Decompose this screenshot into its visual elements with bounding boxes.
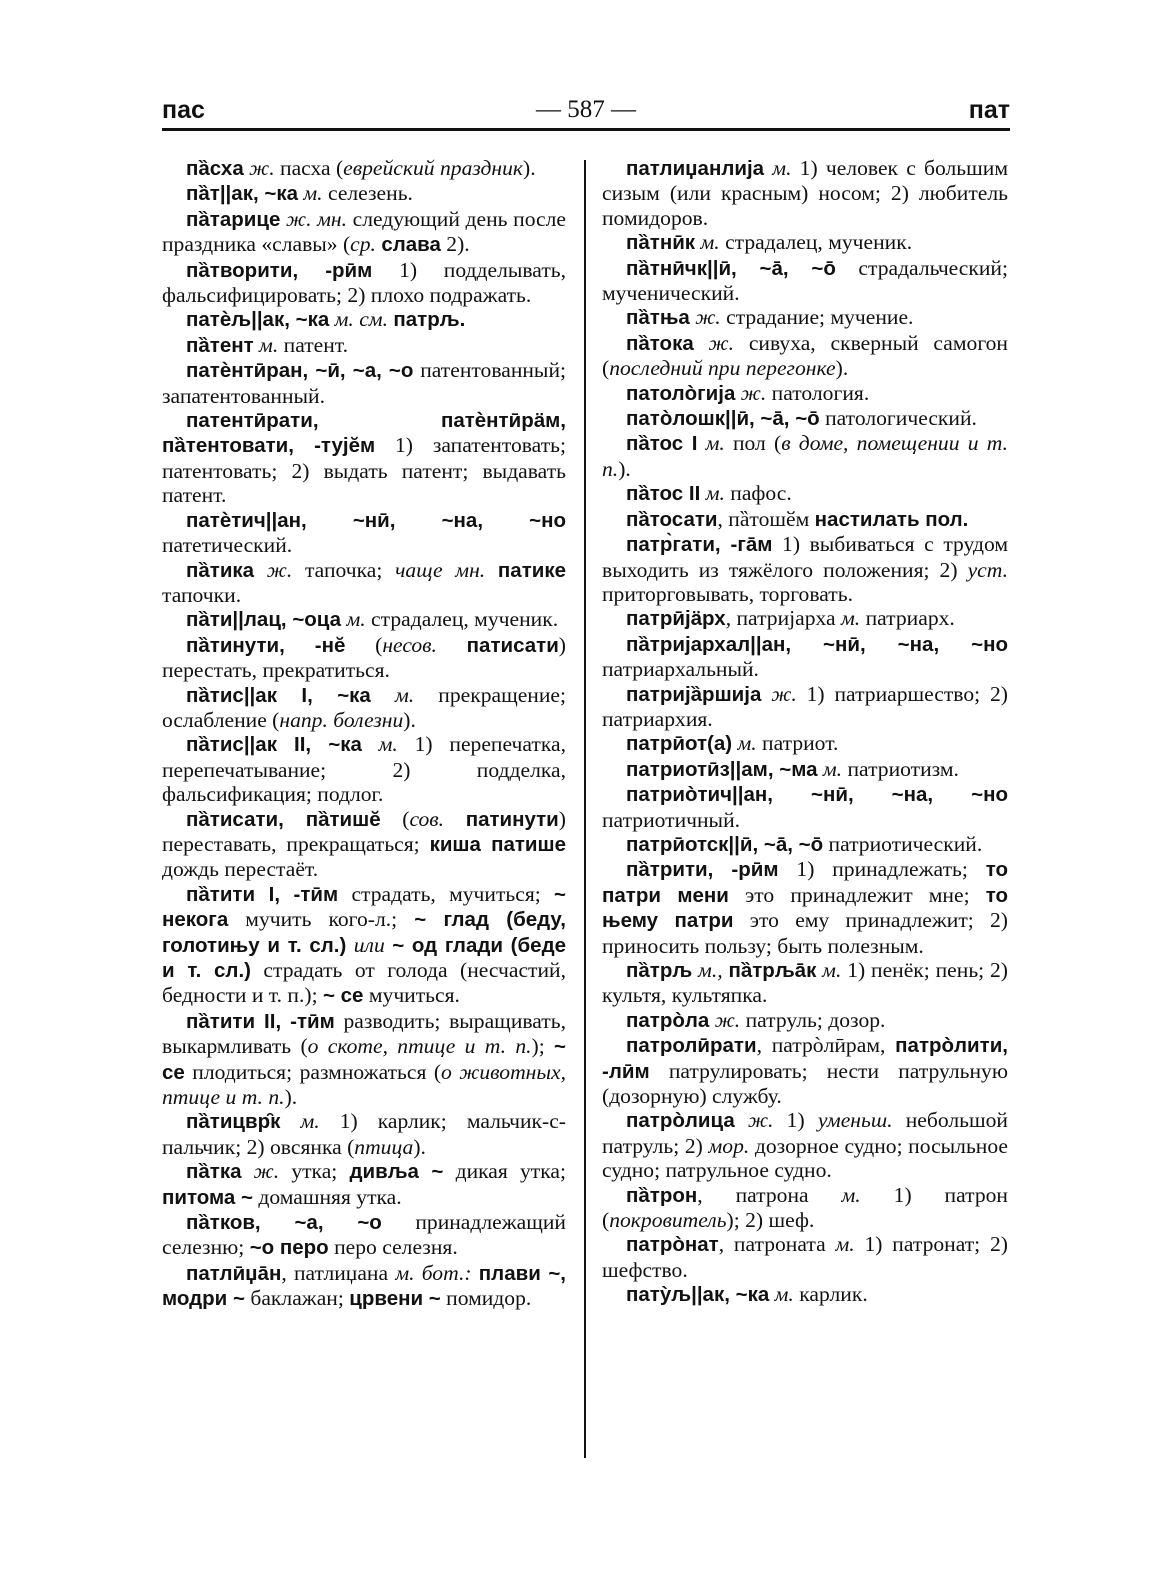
definition-text: патологический. — [819, 406, 977, 431]
dictionary-entry — [602, 331, 1008, 381]
headword-text: пȁтков, ~а, ~о — [186, 1211, 382, 1235]
label-text: м. — [695, 230, 726, 255]
label-text: ср. — [350, 232, 382, 257]
headword-text: настилать пол. — [814, 507, 969, 531]
definition-text: патрулировать; нести патрульную (дозорную) службу. — [602, 1058, 1008, 1109]
definition-text: страдание; мучение. — [726, 305, 914, 330]
headword-text: пȁтосати — [626, 507, 718, 531]
headword-text: то њему патри — [602, 883, 1008, 933]
dictionary-entry — [602, 731, 1008, 756]
definition-text: ( — [345, 632, 383, 657]
dictionary-entry — [602, 431, 1008, 481]
headword-text: пȁт||ак, ~ка — [186, 182, 298, 206]
definition-text: 1) запатентовать; патентовать; 2) выдать патент; выдавать патент. — [162, 433, 566, 508]
headword-text: патрљ. — [393, 308, 466, 332]
definition-text: дождь перестаёт. — [162, 857, 319, 882]
label-text: напр. болезни — [279, 707, 404, 732]
dictionary-entry — [162, 1210, 566, 1261]
dictionary-entry — [602, 1008, 1008, 1033]
headword-text: пȁтис||ак II, ~ка — [186, 733, 362, 757]
label-text: ж. — [761, 681, 807, 706]
headword-text: ~ од глади (беде и т. сл.) — [162, 933, 566, 982]
headword-text: пȁтика — [186, 558, 255, 582]
definition-text: , патријарха — [725, 606, 842, 631]
label-text: ж. — [734, 1108, 787, 1133]
label-text: м., — [692, 958, 729, 982]
headword-text: пȁтос II — [626, 482, 701, 506]
definition-text: 1) пенёк; пень; 2) культя, культяпка. — [602, 958, 1008, 1008]
dictionary-entry — [602, 1232, 1008, 1282]
definition-text: страдалец, мученик. — [725, 230, 913, 255]
label-text: м. — [370, 682, 439, 707]
definition-text: 1) подделывать, фальсифицировать; 2) плохо подражать. — [162, 257, 566, 308]
definition-text: патриотичный. — [602, 807, 741, 832]
label-text: м. — [835, 1232, 865, 1257]
dictionary-entry — [162, 408, 566, 508]
definition-text: ); 2) шеф. — [726, 1208, 815, 1233]
definition-text: 1) патрон ( — [602, 1182, 1008, 1233]
dictionary-entry — [162, 358, 566, 408]
definition-text: патриарх. — [865, 606, 955, 631]
label-text: уменьш. — [817, 1108, 906, 1133]
label-text: м. — [361, 732, 415, 757]
column-divider — [584, 160, 586, 1458]
headword-text: пȁтити I, -тӣм — [186, 882, 339, 906]
definition-text: мучиться. — [363, 983, 460, 1008]
headword-text: пȁтрити, -рӣм — [626, 858, 779, 882]
dictionary-entry — [162, 181, 566, 206]
definition-text: патруль; дозор. — [745, 1007, 886, 1032]
dictionary-entry — [602, 406, 1008, 431]
definition-text: разводить; выращивать, выкармливать ( — [162, 1008, 566, 1059]
right-guide-word: пат — [968, 96, 1010, 124]
headword-text: патолòгија — [626, 381, 736, 405]
label-text: в доме, помещении и т. п. — [602, 431, 1008, 481]
headword-text: патрòнат — [626, 1233, 719, 1257]
definition-text: , патрона — [697, 1182, 842, 1207]
headword-text: патỳљ||ак, ~ка — [626, 1283, 770, 1307]
definition-text: страдать от голода (несчастий, бедности и т. п.); — [162, 958, 566, 1008]
dictionary-entry — [162, 156, 566, 181]
headword-text: киша патише — [429, 832, 566, 856]
dictionary-entry — [162, 558, 566, 608]
headword-text: црвени ~ — [349, 1287, 441, 1311]
label-text: м. — [769, 1282, 800, 1307]
headword-text: пȁтока — [626, 331, 694, 355]
definition-text: дикая утка; — [443, 1159, 566, 1184]
dictionary-entry — [602, 857, 1008, 958]
definition-text: , патрòлӣрам, — [756, 1033, 896, 1058]
definition-text: ). — [413, 1134, 426, 1159]
definition-text: патент. — [283, 332, 349, 357]
dictionary-entry — [602, 832, 1008, 857]
page-header — [162, 96, 1010, 128]
label-text: мор. — [708, 1133, 755, 1158]
dictionary-entry — [162, 633, 566, 683]
left-column — [162, 156, 566, 1466]
label-text: уст. — [967, 557, 1008, 582]
left-guide-word: пас — [162, 96, 205, 124]
header-rule — [162, 128, 1010, 131]
label-text: ж. — [254, 557, 305, 582]
label-text: птица — [354, 1134, 414, 1159]
headword-text: патѐнтӣран, ~ӣ, ~а, ~о — [186, 359, 414, 383]
label-text: м. бот.: — [395, 1260, 479, 1285]
definition-text: ) перестать, прекратиться. — [162, 632, 566, 683]
dictionary-entry — [602, 230, 1008, 255]
definition-text: карлик. — [799, 1282, 868, 1307]
label-text: ж. — [243, 156, 281, 180]
headword-text: пȁтворити, -рӣм — [186, 258, 373, 282]
headword-text: ~ се — [322, 984, 364, 1008]
label-text: последний при перегонке — [609, 356, 836, 381]
definition-text: , пȁтошӗм — [717, 506, 815, 531]
definition-text: патриот. — [762, 731, 839, 756]
headword-text: пȁтисати, пȁтишӗ — [186, 807, 381, 831]
dictionary-entry — [602, 682, 1008, 732]
definition-text: патриархальный. — [602, 657, 759, 682]
page-number: — 587 — — [536, 96, 636, 123]
label-text: или — [346, 932, 393, 957]
headword-text: пȁтнӣк — [626, 231, 696, 255]
dictionary-entry — [602, 507, 1008, 532]
headword-text: патрòлити, -лӣм — [602, 1034, 1008, 1083]
headword-text: патентӣрати, патѐнтӣрӓм, пȁтентовати, -тујӗм — [162, 409, 566, 458]
headword-text: пȁтицвр̑к — [186, 1110, 281, 1134]
definition-text: перо селезня. — [328, 1235, 458, 1260]
headword-text: пȁтријархал||ан, ~нӣ, ~на, ~но — [626, 632, 1008, 656]
definition-text: тапочки. — [162, 582, 242, 607]
definition-text: баклажан; — [244, 1286, 350, 1311]
definition-text: 1) перепечатка, перепечатывание; 2) подделка, фальсификация; подлог. — [162, 732, 566, 807]
dictionary-entry — [162, 258, 566, 308]
label-text: м. — [816, 958, 848, 982]
label-text: м. — [841, 606, 866, 631]
headword-text: патрӣот(а) — [626, 732, 733, 756]
label-text: ж. — [693, 330, 749, 355]
definition-text: пафос. — [730, 481, 792, 506]
headword-text: пȁтња — [626, 306, 690, 330]
definition-text: небольшой патруль; 2) — [602, 1108, 1008, 1158]
dictionary-entry — [162, 1009, 566, 1110]
dictionary-entry — [162, 882, 566, 1009]
definition-text: патология. — [771, 380, 870, 405]
headword-text: пȁтити II, -тӣм — [186, 1009, 335, 1033]
headword-text: пȁсха — [186, 157, 244, 180]
definition-text: , патлиџана — [281, 1260, 396, 1285]
definition-text: ). — [618, 456, 631, 481]
dictionary-entry — [162, 333, 566, 358]
right-column — [602, 156, 1008, 1466]
definition-text: патентованный; запатентованный. — [162, 358, 566, 408]
label-text: несов. — [382, 632, 467, 657]
definition-text: патриотизм. — [847, 756, 959, 781]
definition-text: плодиться; размножаться ( — [184, 1059, 442, 1084]
dictionary-entry — [602, 1108, 1008, 1182]
headword-text: патлиџанлија — [626, 157, 765, 180]
dictionary-entry — [162, 307, 566, 332]
definition-text: приторговывать, торговать. — [602, 581, 853, 606]
definition-text: ) переставать, прекращаться; — [162, 806, 566, 856]
definition-text: домашняя утка. — [252, 1184, 402, 1209]
definition-text: ). — [403, 707, 416, 732]
dictionary-entry — [162, 1159, 566, 1210]
headword-text: питома ~ — [162, 1185, 253, 1209]
label-text: ж. — [689, 305, 727, 330]
label-text: м. — [764, 156, 800, 180]
dictionary-entry — [602, 1183, 1008, 1233]
definition-text: прекращение; ослабление ( — [162, 682, 566, 732]
dictionary-entry — [602, 782, 1008, 832]
headword-text: патролӣрати — [626, 1034, 757, 1058]
label-text: м. — [253, 332, 284, 357]
headword-text: патѐтич||ан, ~нӣ, ~на, ~но — [186, 508, 566, 532]
dictionary-entry — [602, 256, 1008, 306]
dictionary-entry — [602, 958, 1008, 1008]
headword-text: ~ глад (беду, голотињу и т. сл.) — [162, 908, 566, 957]
headword-text: пȁтрљ — [626, 959, 693, 982]
label-text: м. — [700, 481, 731, 506]
headword-text: пȁтис||ак I, ~ка — [186, 683, 371, 707]
label-text: чаще мн. — [395, 557, 498, 582]
definition-text: следующий день после праздника «славы» ( — [162, 206, 566, 257]
label-text: м. — [341, 607, 372, 632]
headword-text: пȁтка — [186, 1160, 242, 1184]
label-text: о скоте, птице и т. п. — [307, 1034, 532, 1059]
headword-text: патрòла — [626, 1008, 710, 1032]
label-text: м. — [697, 431, 733, 456]
dictionary-entry — [602, 757, 1008, 782]
definition-text: пол ( — [732, 431, 782, 456]
definition-text: тапочка; — [304, 557, 396, 582]
definition-text: страдальческий; мученический. — [602, 255, 1008, 306]
dictionary-entry — [162, 508, 566, 558]
headword-text: патриотӣз||ам, ~ма — [626, 757, 818, 781]
definition-text: дозорное судно; посыльное судно; патрульное судно. — [602, 1133, 1008, 1183]
dictionary-entry — [602, 1033, 1008, 1108]
label-text: еврейский праздник — [343, 156, 524, 180]
headword-text: пȁтос I — [626, 432, 698, 456]
headword-text: патѐљ||ак, ~ка — [186, 308, 330, 332]
dictionary-entry — [602, 606, 1008, 631]
headword-text: патријȁршија — [626, 682, 762, 706]
headword-text: пȁтрон — [626, 1183, 698, 1207]
headword-text: патòлошк||ӣ, ~а̄, ~о̄ — [626, 407, 820, 431]
dictionary-entry — [162, 807, 566, 882]
definition-text: 1) патриаршество; 2) патриархия. — [602, 681, 1008, 731]
dictionary-entry — [162, 1109, 566, 1159]
definition-text: ); — [531, 1034, 555, 1059]
headword-text: патрӣјӓрх — [626, 607, 726, 631]
definition-text: страдалец, мученик. — [371, 607, 559, 632]
definition-text: патетический. — [162, 533, 293, 558]
headword-text: ~ некога — [162, 882, 566, 932]
label-text: м. — [732, 731, 763, 756]
dictionary-entry — [602, 481, 1008, 506]
label-text: м. — [280, 1109, 340, 1134]
label-text: ж. — [241, 1159, 292, 1184]
label-text: ж. — [735, 380, 772, 405]
dictionary-entry — [162, 683, 566, 733]
definition-text: утка; — [291, 1159, 350, 1184]
definition-text: ( — [380, 806, 410, 831]
label-text: сов. — [409, 806, 466, 831]
definition-text: 1) принадлежать; — [778, 857, 986, 882]
label-text: м. см. — [329, 307, 394, 332]
headword-text: то патри мени — [602, 858, 1008, 907]
dictionary-entry — [162, 607, 566, 632]
definition-text: это принадлежит мне; — [728, 882, 986, 907]
definition-text: ). — [284, 1085, 298, 1110]
label-text: м. — [817, 756, 848, 781]
definition-text: ). — [835, 356, 849, 381]
label-text: м. — [297, 181, 328, 206]
headword-text: патлӣџа̄н — [186, 1261, 282, 1285]
dictionary-entry — [602, 156, 1008, 230]
dictionary-entry — [602, 1282, 1008, 1307]
headword-text: патике — [497, 558, 566, 582]
definition-text: сивуха, скверный самогон ( — [602, 330, 1008, 381]
headword-text: пȁтент — [186, 333, 254, 357]
definition-text: принадлежащий селезню; — [162, 1210, 566, 1260]
definition-text: 1) человек с большим сизым (или красным) носом; 2) любитель помидоров. — [602, 156, 1008, 230]
label-text: ж. — [709, 1007, 746, 1032]
definition-text: 1) карлик; мальчик-с-пальчик; 2) овсянка ( — [162, 1109, 566, 1159]
dictionary-entry — [162, 207, 566, 258]
headword-text: пȁтрља̄к — [728, 959, 817, 982]
label-text: о животных, птице и т. п. — [162, 1059, 566, 1110]
dictionary-entry — [602, 632, 1008, 682]
definition-text: селезень. — [327, 181, 413, 206]
headword-text: дивља ~ — [349, 1160, 444, 1184]
headword-text: патисати — [466, 633, 559, 657]
definition-text: 1) патронат; 2) шефство. — [602, 1232, 1008, 1282]
headword-text: патрòлица — [626, 1109, 735, 1133]
label-text: м. — [841, 1182, 894, 1207]
label-text: ж. мн. — [280, 206, 353, 231]
headword-text: патрӣотск||ӣ, ~а̄, ~о̄ — [626, 832, 824, 856]
definition-text: 1) — [786, 1108, 818, 1133]
headword-text: пȁтарице — [186, 207, 281, 231]
headword-text: пȁтинути, -нӗ — [186, 633, 346, 657]
headword-text: патр̀гати, -га̄м — [626, 533, 773, 557]
headword-text: пȁти||лац, ~оца — [186, 608, 342, 632]
headword-text: пȁтнӣчк||ӣ, ~а̄, ~о̄ — [626, 256, 836, 280]
definition-text: патриотический. — [823, 831, 983, 856]
headword-text: плави ~, модри ~ — [162, 1261, 566, 1311]
dictionary-entry — [602, 305, 1008, 330]
label-text: покровитель — [609, 1208, 727, 1233]
headword-text: ~о перо — [249, 1236, 329, 1260]
definition-text: это ему принадлежит; 2) приносить пользу; быть полезным. — [602, 908, 1008, 958]
headword-text: слава — [381, 233, 441, 257]
definition-text: пасха ( — [280, 156, 344, 180]
definition-text: 1) выбиваться с трудом выходить из тяжёлого положения; 2) — [602, 532, 1008, 582]
definition-text: помидор. — [440, 1286, 532, 1311]
definition-text: ). — [523, 156, 536, 180]
dictionary-entry — [602, 381, 1008, 406]
definition-text: страдать, мучиться; — [338, 881, 555, 906]
definition-text: , патроната — [718, 1232, 836, 1257]
dictionary-entry — [162, 732, 566, 806]
headword-text: ~ се — [162, 1035, 566, 1084]
dictionary-entry — [162, 1261, 566, 1312]
dictionary-entry — [602, 532, 1008, 606]
definition-text: мучить кого-л.; — [228, 907, 415, 932]
definition-text: 2). — [440, 232, 470, 257]
headword-text: патинути — [465, 807, 559, 831]
headword-text: патриòтич||ан, ~нӣ, ~на, ~но — [626, 783, 1008, 807]
